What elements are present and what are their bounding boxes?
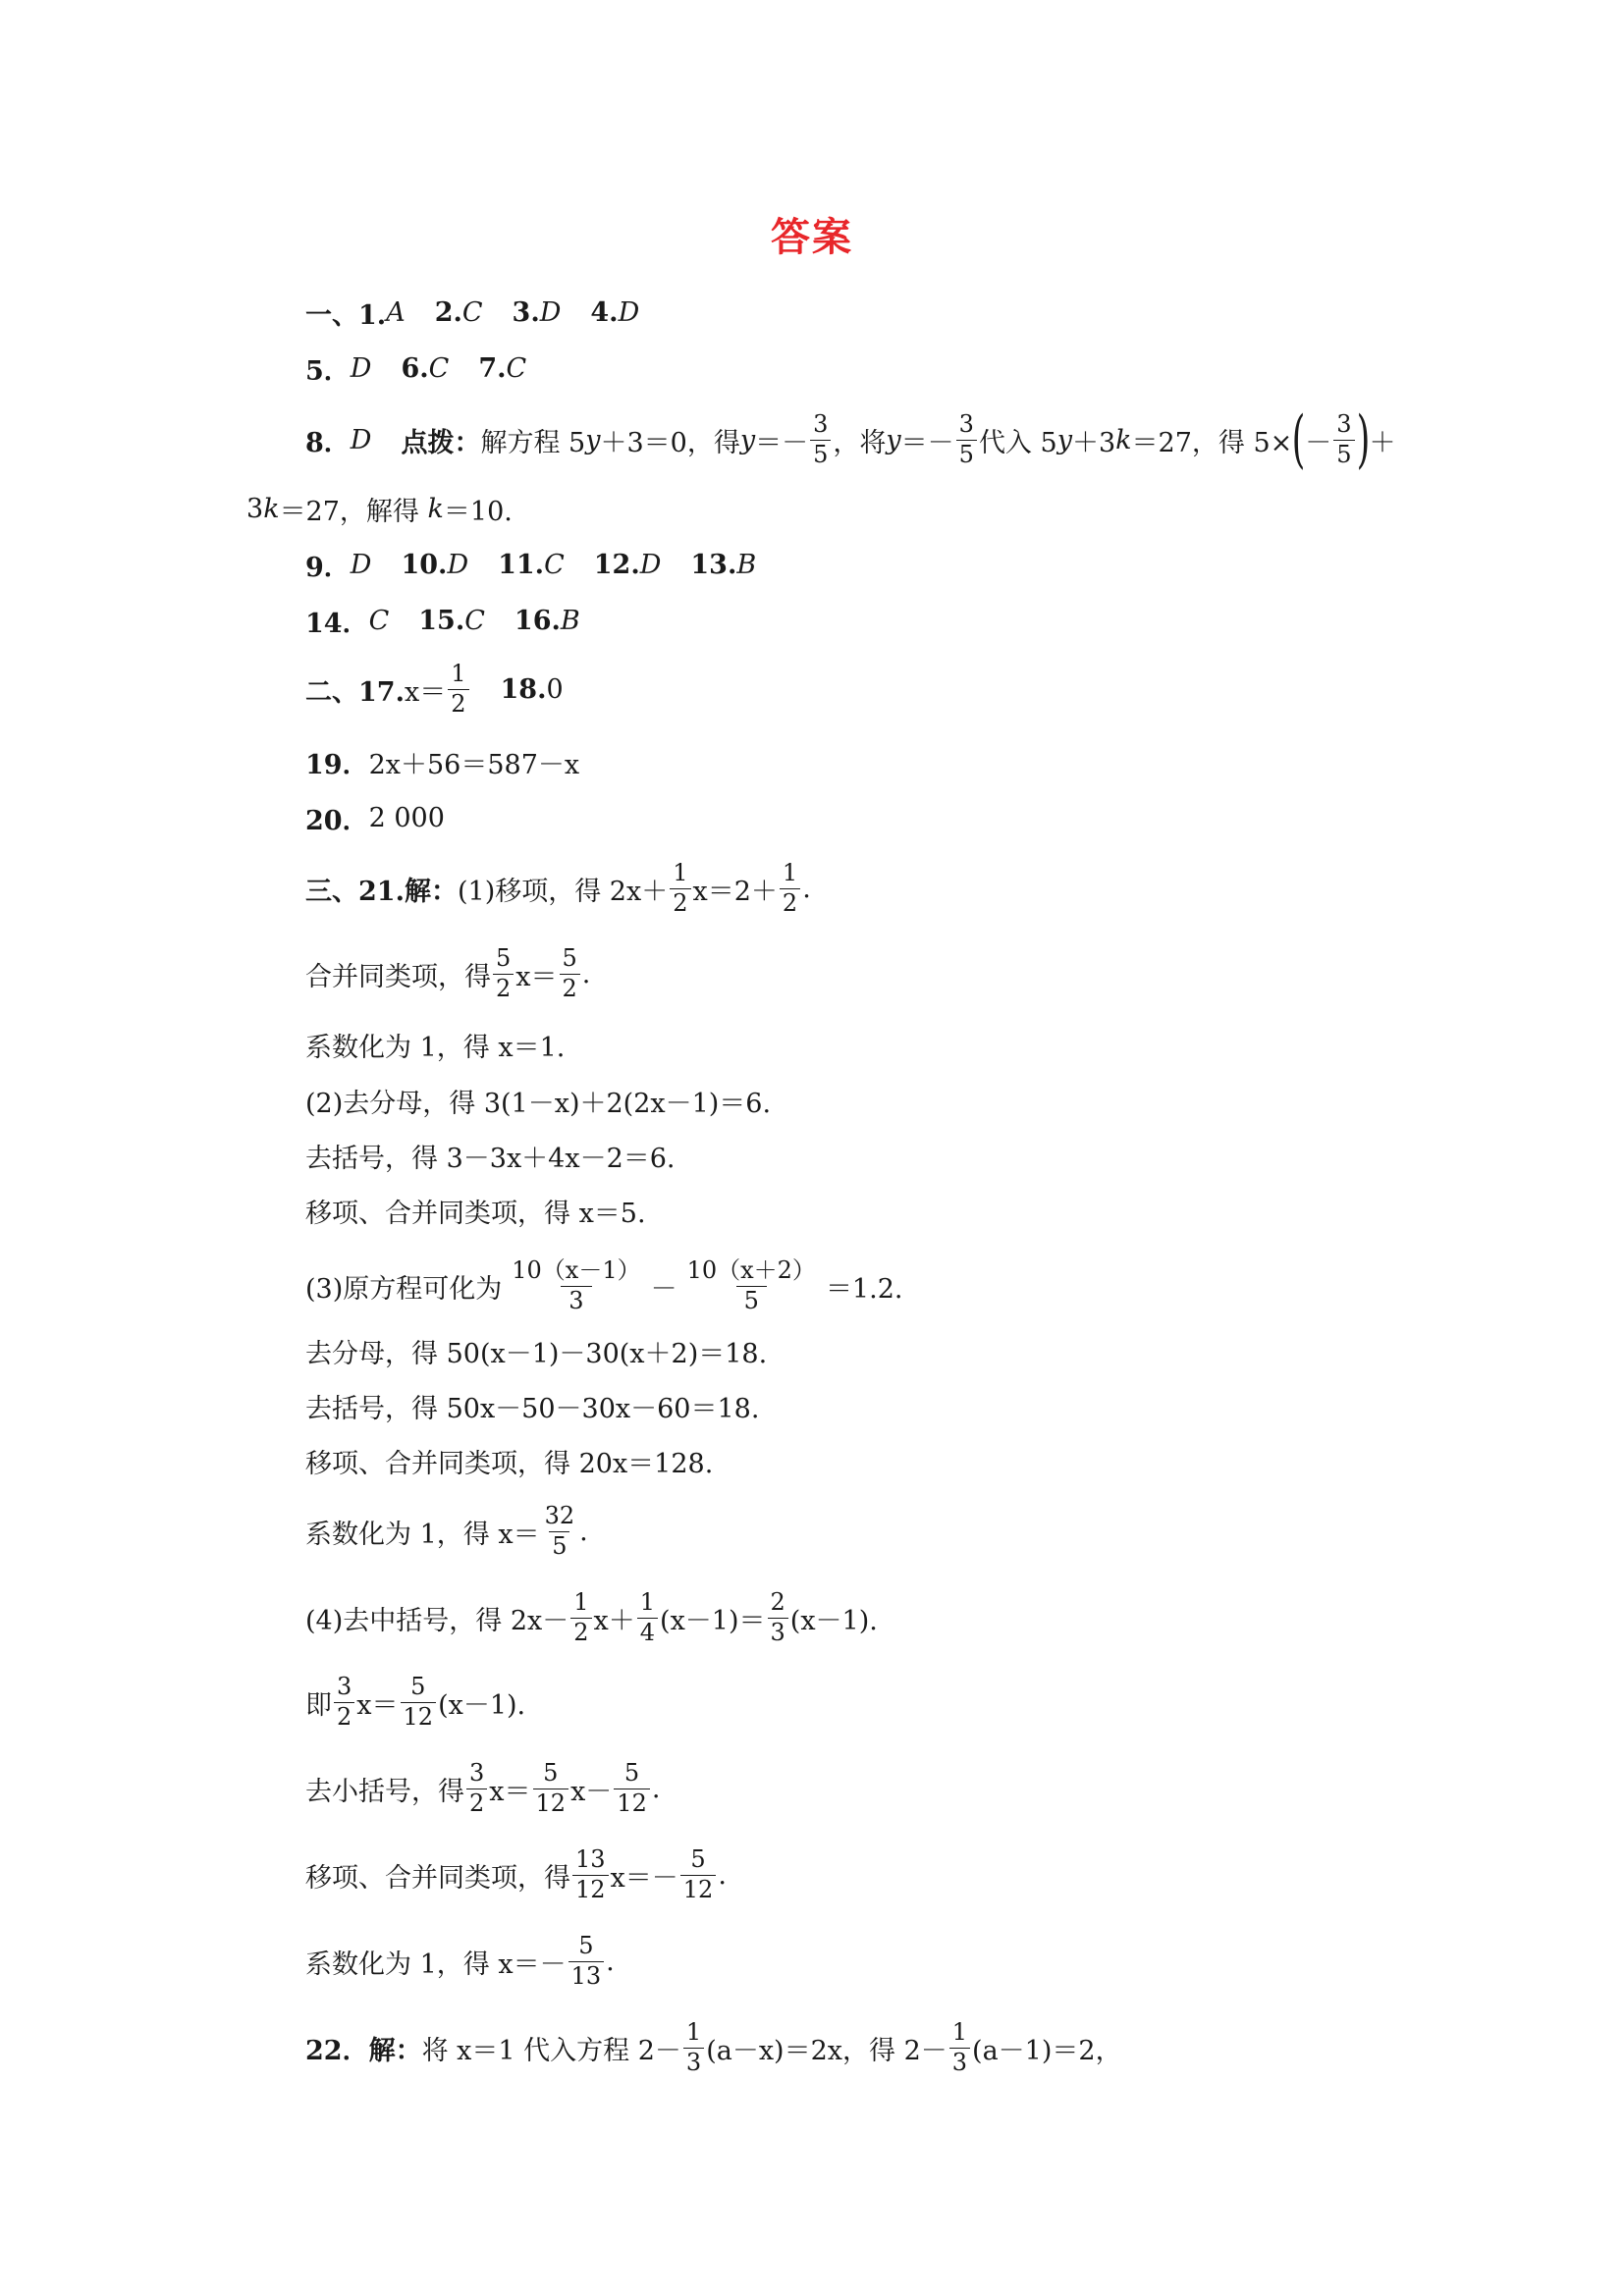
denominator: 12 xyxy=(533,1789,569,1816)
denominator: 2 xyxy=(448,689,468,717)
denominator: 2 xyxy=(780,888,800,916)
numerator: 1 xyxy=(685,2018,702,2047)
solution-text: 去括号，得 3－3x＋4x－2＝6. xyxy=(305,1143,676,1174)
numerator: 3 xyxy=(469,1759,485,1788)
solution-text: (4)去中括号，得 2x－ xyxy=(305,1605,569,1636)
denominator: 3 xyxy=(768,1618,788,1645)
fraction xyxy=(533,1761,569,1815)
item-label: 15. xyxy=(418,605,465,636)
item-label: 二、17. xyxy=(305,676,405,708)
item-label: 18. xyxy=(500,673,547,705)
denominator: 4 xyxy=(637,1618,658,1645)
fraction xyxy=(614,1761,650,1815)
item-label: 22．解： xyxy=(305,2035,422,2066)
var-y: y xyxy=(585,424,601,455)
denominator: 2 xyxy=(334,1702,354,1730)
hint-text: ＝27，解得 xyxy=(279,496,419,527)
solution-21-step-13 xyxy=(305,1673,525,1732)
solution-21-step-6 xyxy=(305,1181,646,1240)
numerator: 3 xyxy=(1336,410,1352,439)
numerator: 5 xyxy=(410,1673,426,1701)
denominator: 5 xyxy=(736,1286,767,1313)
numerator: 2 xyxy=(770,1588,785,1617)
solution-21-step-9 xyxy=(305,1376,759,1435)
fraction xyxy=(683,2020,704,2074)
item-label: 3. xyxy=(512,296,540,328)
solution-21-step-1 xyxy=(305,859,811,918)
item-answer: D xyxy=(539,296,562,328)
solution-text: . xyxy=(651,1773,661,1804)
var-k: k xyxy=(263,493,280,524)
hint-text: － xyxy=(1305,427,1332,458)
solution-21-step-16 xyxy=(305,1932,615,1991)
hint-text: ＝－ xyxy=(900,427,954,458)
denominator: 12 xyxy=(401,1702,437,1730)
denominator: 13 xyxy=(568,1961,605,1989)
answer-row-9-13 xyxy=(305,535,756,594)
solution-21-step-2 xyxy=(305,944,590,1003)
fraction xyxy=(334,1675,354,1729)
solution-21-step-3 xyxy=(305,1015,565,1074)
solution-text: 去括号，得 50x－50－30x－60＝18. xyxy=(305,1393,760,1424)
fraction xyxy=(568,1934,605,1988)
answer-19 xyxy=(305,732,579,791)
fraction xyxy=(670,861,690,915)
item-answer: 0 xyxy=(546,673,564,705)
numerator: 13 xyxy=(575,1845,606,1874)
numerator: 1 xyxy=(951,2018,968,2047)
item-answer: A xyxy=(386,296,406,328)
solution-text: (a－1)＝2， xyxy=(972,2035,1122,2066)
numerator: 10（x＋2） xyxy=(686,1256,816,1285)
numerator: 5 xyxy=(690,1845,706,1874)
solution-text: 移项、合并同类项，得 xyxy=(305,1862,570,1894)
solution-text: 移项、合并同类项，得 20x＝128. xyxy=(305,1448,714,1479)
fraction xyxy=(570,1590,591,1644)
var-y: y xyxy=(1056,424,1072,455)
solution-text: 系数化为 1，得 x＝－ xyxy=(305,1949,567,1980)
solution-text: (x－1). xyxy=(438,1689,526,1721)
solution-text: . xyxy=(606,1946,615,1977)
item-answer: 2 000 xyxy=(368,802,445,833)
item-answer: C xyxy=(368,605,390,636)
solution-text: x＋ xyxy=(593,1605,635,1636)
numerator: 1 xyxy=(782,859,798,887)
item-label: 一、1. xyxy=(305,299,387,331)
solution-text: (x－1). xyxy=(789,1605,878,1636)
answer-row-1-4 xyxy=(305,283,639,342)
numerator: 32 xyxy=(544,1502,575,1530)
item-answer: D xyxy=(350,352,372,384)
solution-text: 即 xyxy=(305,1689,332,1721)
fraction xyxy=(542,1504,578,1558)
numerator: 5 xyxy=(578,1932,594,1960)
fraction xyxy=(768,1590,788,1644)
solution-text: (1)移项，得 2x＋ xyxy=(457,876,669,907)
fraction xyxy=(956,412,977,466)
hint-text: 3 xyxy=(246,493,264,524)
hint-text: ＋3 xyxy=(1071,427,1116,458)
var-y: y xyxy=(886,424,901,455)
solution-text: x＝2＋ xyxy=(692,876,778,907)
denominator: 2 xyxy=(670,888,690,916)
denominator: 5 xyxy=(810,440,831,467)
answer-8 xyxy=(305,403,1396,476)
solution-text: . xyxy=(802,873,811,904)
item-answer: C xyxy=(464,605,485,636)
numerator: 1 xyxy=(451,660,466,688)
numerator: 5 xyxy=(623,1759,640,1788)
denominator: 12 xyxy=(572,1875,609,1902)
solution-21-step-15 xyxy=(305,1845,727,1904)
denominator: 3 xyxy=(561,1286,591,1313)
solution-text: (a－x)＝2x，得 2－ xyxy=(706,2035,947,2066)
solution-text: . xyxy=(581,958,591,989)
denominator: 2 xyxy=(493,974,514,1001)
solution-21-step-4 xyxy=(305,1071,771,1130)
denominator: 12 xyxy=(614,1789,650,1816)
fraction xyxy=(560,946,580,1000)
numerator: 1 xyxy=(573,1588,589,1617)
solution-text: 系数化为 1，得 x＝ xyxy=(305,1519,540,1550)
fraction xyxy=(448,662,468,716)
item-label: 14． xyxy=(305,608,369,639)
item-answer: D xyxy=(447,549,469,580)
solution-21-step-7 xyxy=(305,1256,902,1315)
solution-text: (3)原方程可化为 xyxy=(305,1273,503,1305)
item-label: 20． xyxy=(305,805,369,836)
fraction xyxy=(466,1761,487,1815)
item-label: 6. xyxy=(401,352,429,384)
item-label: 11. xyxy=(498,549,545,580)
item-answer: D xyxy=(618,296,640,328)
item-label: 2. xyxy=(434,296,462,328)
denominator: 3 xyxy=(683,2048,704,2075)
solution-text: 去分母，得 50(x－1)－30(x＋2)＝18. xyxy=(305,1338,768,1369)
solution-21-step-12 xyxy=(305,1588,878,1647)
item-answer: D xyxy=(639,549,662,580)
fraction xyxy=(680,1847,717,1901)
fraction xyxy=(1333,412,1354,466)
right-paren: ) xyxy=(1356,403,1370,476)
hint-text: ＋ xyxy=(1369,427,1396,458)
solution-text: . xyxy=(718,1859,727,1891)
solution-text: x＝ xyxy=(356,1689,399,1721)
numerator: 10（x－1） xyxy=(512,1256,641,1285)
numerator: 1 xyxy=(639,1588,656,1617)
fraction xyxy=(679,1258,824,1312)
item-label: 5． xyxy=(305,355,351,387)
numerator: 5 xyxy=(543,1759,559,1788)
fraction xyxy=(637,1590,658,1644)
solution-22 xyxy=(305,2018,1122,2077)
solution-text: x＝－ xyxy=(610,1862,678,1894)
item-label: 4. xyxy=(590,296,619,328)
left-paren: ( xyxy=(1291,403,1306,476)
solution-text: 去小括号，得 xyxy=(305,1776,464,1807)
solution-text: (2)去分母，得 3(1－x)＋2(2x－1)＝6. xyxy=(305,1088,772,1119)
item-label: 10. xyxy=(401,549,448,580)
var-k: k xyxy=(1115,424,1132,455)
solution-text: (x－1)＝ xyxy=(660,1605,766,1636)
var-k: k xyxy=(427,493,444,524)
hint-label: 点拨： xyxy=(401,427,481,458)
denominator: 12 xyxy=(680,1875,717,1902)
fraction xyxy=(401,1675,437,1729)
solution-21-step-14 xyxy=(305,1759,660,1818)
solution-text: 系数化为 1，得 x＝1. xyxy=(305,1032,566,1063)
hint-text: ＋3＝0，得 xyxy=(600,427,740,458)
solution-text: . xyxy=(579,1516,588,1547)
fraction xyxy=(504,1258,648,1312)
var-y: y xyxy=(739,424,756,455)
item-label: 12. xyxy=(593,549,640,580)
hint-text: ，将 xyxy=(833,427,887,458)
item-label: 13. xyxy=(690,549,737,580)
answer-20 xyxy=(305,788,445,847)
item-answer: B xyxy=(560,605,580,636)
numerator: 3 xyxy=(813,410,829,439)
solution-21-step-10 xyxy=(305,1431,713,1490)
solution-text: 将 x＝1 代入方程 2－ xyxy=(421,2035,681,2066)
numerator: 3 xyxy=(958,410,974,439)
item-label: 19． xyxy=(305,749,369,780)
item-label: 7. xyxy=(478,352,507,384)
fraction xyxy=(572,1847,609,1901)
denominator: 2 xyxy=(466,1789,487,1816)
item-answer: 2x＋56＝587－x xyxy=(368,749,580,780)
item-answer: C xyxy=(428,352,450,384)
item-label: 8． xyxy=(305,427,351,458)
solution-21-step-11 xyxy=(305,1502,588,1561)
solution-text: 合并同类项，得 xyxy=(305,961,491,992)
numerator: 3 xyxy=(337,1673,352,1701)
denominator: 5 xyxy=(1333,440,1354,467)
denominator: 5 xyxy=(549,1531,569,1559)
page-title: 答案 xyxy=(771,214,853,260)
answer-17-18 xyxy=(305,660,564,719)
item-answer: C xyxy=(544,549,565,580)
item-label: 9． xyxy=(305,552,351,583)
solution-text: ＝1.2. xyxy=(825,1273,903,1305)
denominator: 2 xyxy=(570,1618,591,1645)
solution-text: x＝ xyxy=(489,1776,531,1807)
numerator: 1 xyxy=(673,859,688,887)
solution-21-step-8 xyxy=(305,1321,767,1380)
solution-text: x－ xyxy=(570,1776,613,1807)
item-answer: D xyxy=(350,549,372,580)
item-answer: C xyxy=(506,352,527,384)
solution-text: 移项、合并同类项，得 x＝5. xyxy=(305,1198,646,1229)
item-answer: x＝ xyxy=(404,676,447,708)
hint-text: ＝27，得 5× xyxy=(1131,427,1293,458)
item-answer: C xyxy=(461,296,483,328)
item-answer: B xyxy=(736,549,757,580)
solution-21-step-5 xyxy=(305,1126,676,1185)
fraction xyxy=(780,861,800,915)
hint-text: 解方程 5 xyxy=(480,427,586,458)
numerator: 5 xyxy=(562,944,577,973)
item-label: 16. xyxy=(514,605,561,636)
denominator: 2 xyxy=(560,974,580,1001)
hint-text: ＝－ xyxy=(755,427,809,458)
hint-text: 代入 5 xyxy=(978,427,1057,458)
answer-row-14-16 xyxy=(305,591,580,650)
denominator: 5 xyxy=(956,440,977,467)
denominator: 3 xyxy=(949,2048,970,2075)
fraction xyxy=(810,412,831,466)
fraction xyxy=(949,2020,970,2074)
item-label: 三、21.解： xyxy=(305,876,458,907)
item-answer: D xyxy=(350,424,372,455)
numerator: 5 xyxy=(496,944,512,973)
answer-row-5-7 xyxy=(305,339,526,398)
fraction xyxy=(493,946,514,1000)
hint-text: ＝10. xyxy=(443,496,513,527)
solution-text: － xyxy=(650,1273,677,1305)
answer-8-continued xyxy=(246,479,513,538)
solution-text: x＝ xyxy=(515,961,558,992)
